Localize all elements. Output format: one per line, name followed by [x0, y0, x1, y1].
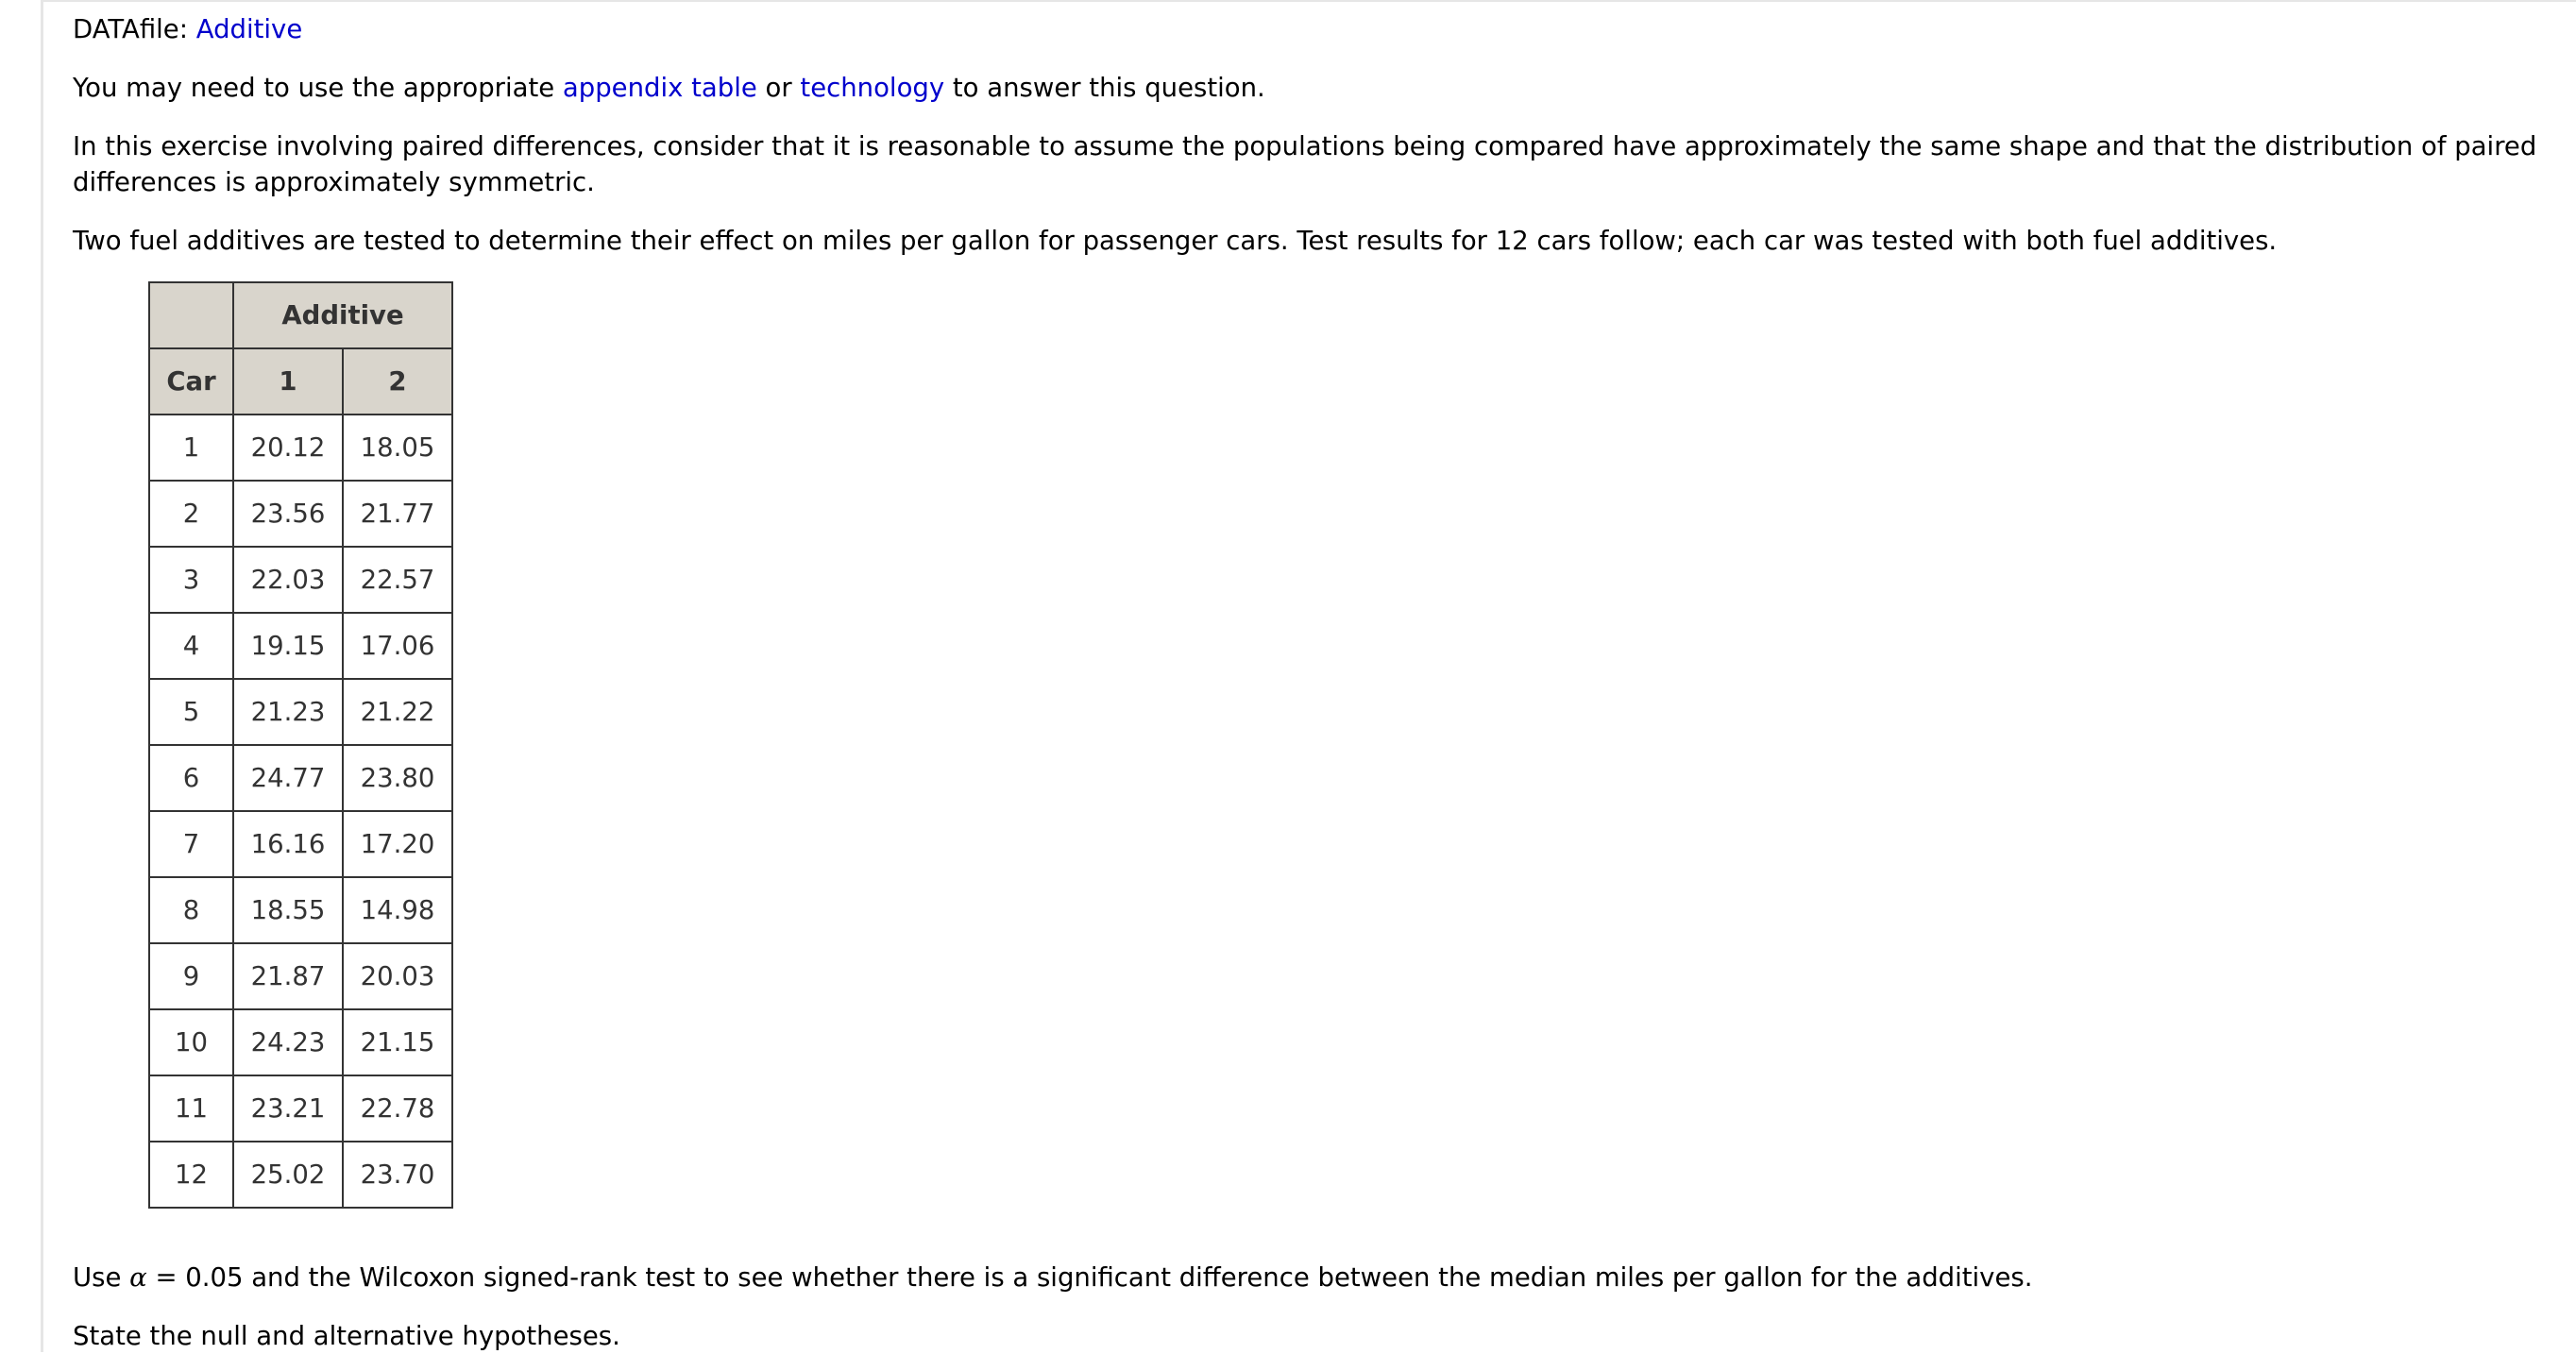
car-column-header: Car: [149, 348, 233, 415]
additive-2-cell: 20.03: [343, 943, 452, 1009]
instruction-prefix: You may need to use the appropriate: [73, 73, 555, 103]
table-row: [149, 1009, 452, 1075]
datafile-line: [73, 11, 302, 47]
car-cell: 1: [149, 415, 233, 481]
additive-2-cell: 22.57: [343, 547, 452, 613]
additive-data-table: [148, 281, 453, 1209]
additive-2-cell: 21.22: [343, 679, 452, 745]
car-cell: 2: [149, 481, 233, 547]
intro-paragraph: Two fuel additives are tested to determine their effect on miles per gallon for passenger cars. Test results for 12 cars follow; each car was tested with both fuel additives.: [73, 226, 2278, 256]
car-cell: 8: [149, 877, 233, 943]
table-row: [149, 613, 452, 679]
assumption-paragraph: In this exercise involving paired differences, consider that it is reasonable to assume the populations being compared have approximately the same shape and that the distribution of paired differences is approximately symmetric.: [73, 131, 2537, 197]
additive-1-cell: 21.23: [233, 679, 343, 745]
car-cell: 10: [149, 1009, 233, 1075]
table-row: [149, 1142, 452, 1208]
additive-2-cell: 21.77: [343, 481, 452, 547]
hypotheses-prompt: State the null and alternative hypotheses.: [73, 1321, 620, 1351]
header-blank-cell: [149, 282, 233, 348]
additive-1-cell: 20.12: [233, 415, 343, 481]
additive-2-cell: 23.80: [343, 745, 452, 811]
additive-1-cell: 18.55: [233, 877, 343, 943]
car-cell: 7: [149, 811, 233, 877]
car-cell: 3: [149, 547, 233, 613]
additive-2-cell: 22.78: [343, 1075, 452, 1142]
test-instruction: [73, 1260, 2032, 1295]
car-cell: 12: [149, 1142, 233, 1208]
additive-1-cell: 24.23: [233, 1009, 343, 1075]
appendix-table-link[interactable]: appendix table: [562, 73, 757, 103]
table-row: [149, 679, 452, 745]
datafile-link[interactable]: Additive: [195, 14, 303, 44]
additive-1-cell: 23.21: [233, 1075, 343, 1142]
top-divider: [43, 0, 2576, 2]
additive-2-cell: 21.15: [343, 1009, 452, 1075]
additive-2-cell: 18.05: [343, 415, 452, 481]
alpha-symbol: α: [129, 1262, 147, 1293]
table-row: [149, 547, 452, 613]
table-group-header-row: [149, 282, 452, 348]
technology-link[interactable]: technology: [800, 73, 945, 103]
additive-2-cell: 17.06: [343, 613, 452, 679]
car-cell: 4: [149, 613, 233, 679]
car-cell: 6: [149, 745, 233, 811]
test-prefix: Use: [73, 1262, 122, 1293]
additive-1-column-header: 1: [233, 348, 343, 415]
additive-1-cell: 19.15: [233, 613, 343, 679]
table-row: [149, 1075, 452, 1142]
car-cell: 9: [149, 943, 233, 1009]
additive-1-cell: 16.16: [233, 811, 343, 877]
additive-1-cell: 25.02: [233, 1142, 343, 1208]
datafile-label: DATAfile:: [73, 14, 188, 44]
additive-1-cell: 22.03: [233, 547, 343, 613]
table-row: [149, 415, 452, 481]
additive-1-cell: 24.77: [233, 745, 343, 811]
table-row: [149, 811, 452, 877]
left-margin-rule: [0, 0, 43, 1352]
table-row: [149, 481, 452, 547]
additive-2-cell: 14.98: [343, 877, 452, 943]
additive-2-cell: 23.70: [343, 1142, 452, 1208]
additive-1-cell: 21.87: [233, 943, 343, 1009]
additive-2-column-header: 2: [343, 348, 452, 415]
instruction-suffix: to answer this question.: [952, 73, 1265, 103]
additive-1-cell: 23.56: [233, 481, 343, 547]
table-row: [149, 745, 452, 811]
additive-group-header: Additive: [233, 282, 452, 348]
table-column-header-row: [149, 348, 452, 415]
instruction-line: [73, 70, 1265, 106]
instruction-middle: or: [765, 73, 792, 103]
table-row: [149, 877, 452, 943]
car-cell: 5: [149, 679, 233, 745]
car-cell: 11: [149, 1075, 233, 1142]
test-suffix: = 0.05 and the Wilcoxon signed-rank test to see whether there is a significant difference between the median miles per gallon for the additives.: [155, 1262, 2033, 1293]
additive-2-cell: 17.20: [343, 811, 452, 877]
table-row: [149, 943, 452, 1009]
